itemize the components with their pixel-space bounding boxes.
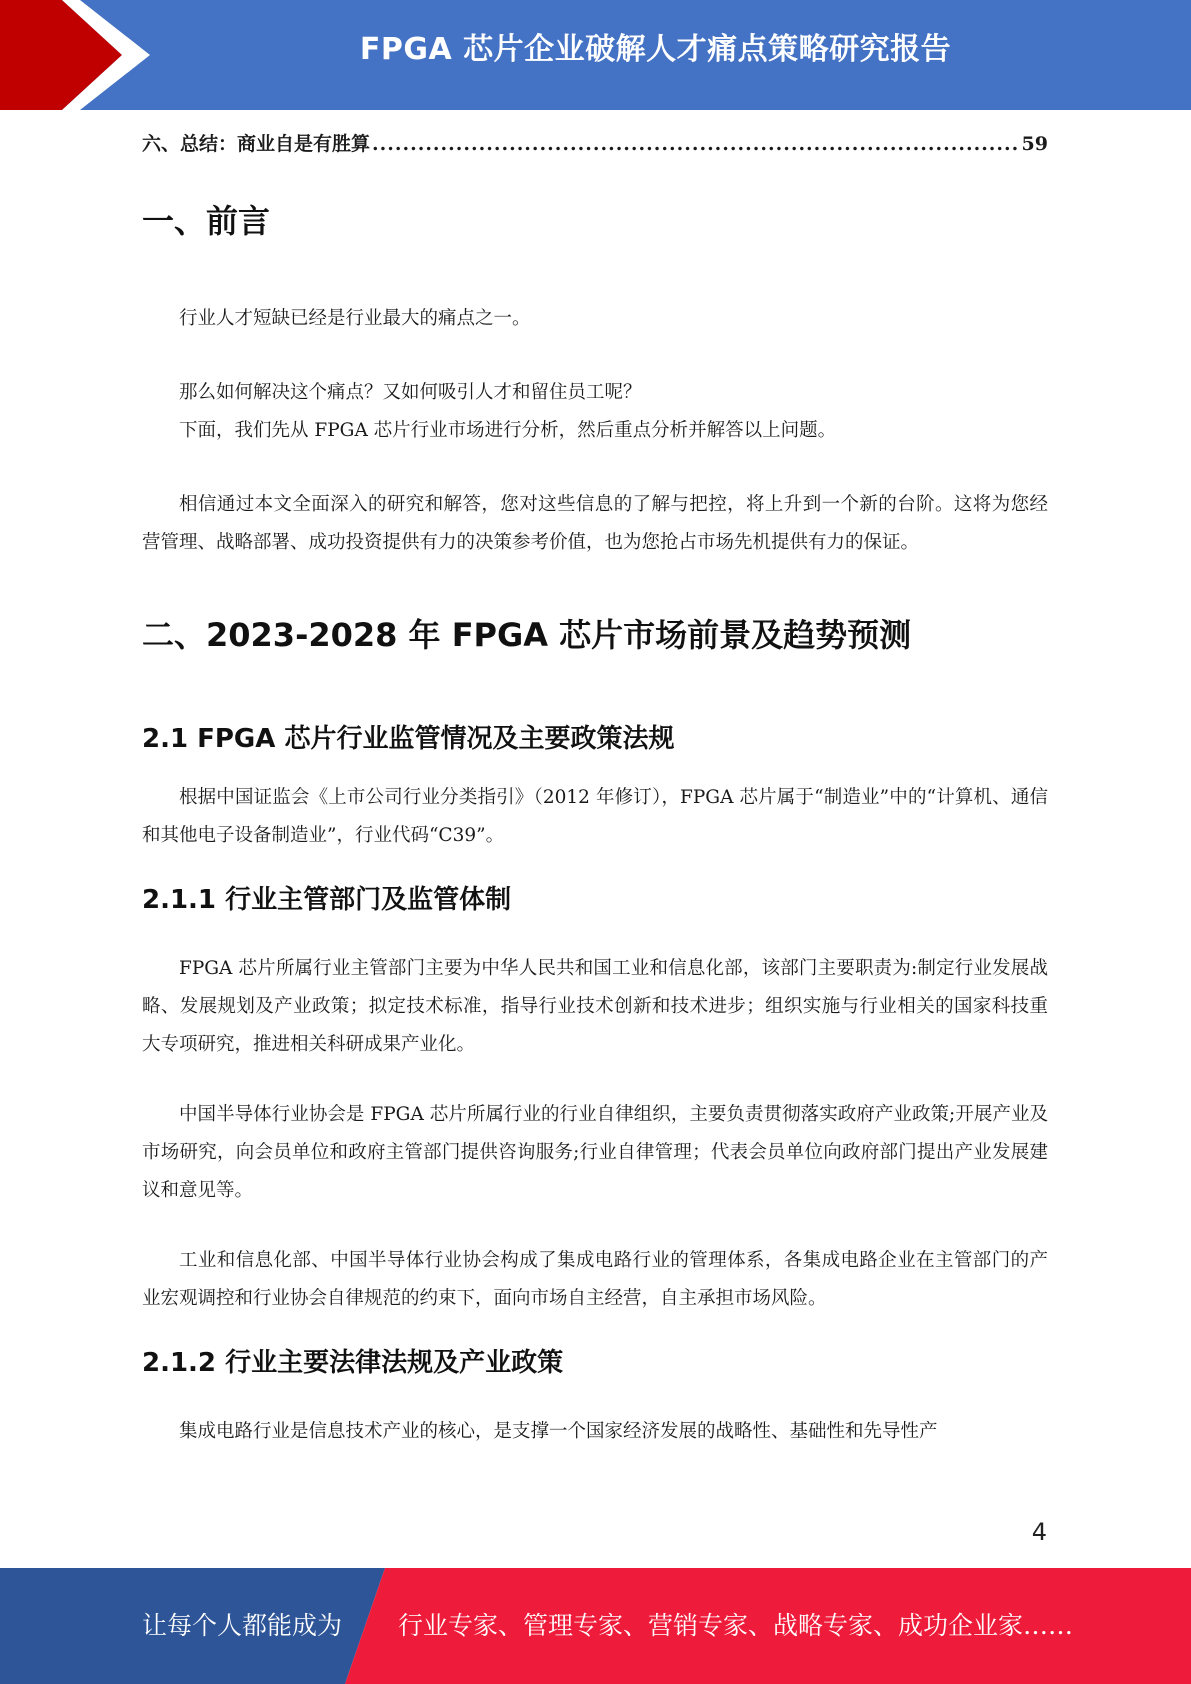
section-heading-intro: 一、前言 bbox=[142, 202, 271, 240]
subsection-heading-2-1-2: 2.1.2 行业主要法律法规及产业政策 bbox=[142, 1348, 564, 1378]
intro-paragraph-2: 那么如何解决这个痛点？又如何吸引人才和留住员工呢？ bbox=[179, 382, 642, 403]
page-number: 4 bbox=[1031, 1518, 1047, 1546]
footer-slogan-right: 行业专家、管理专家、营销专家、战略专家、成功企业家…… bbox=[398, 1611, 1074, 1640]
toc-leader-dots bbox=[372, 118, 1020, 170]
toc-entry-page: 59 bbox=[1021, 133, 1048, 155]
subsection-heading-2-1-1: 2.1.1 行业主管部门及监管体制 bbox=[142, 885, 512, 915]
intro-paragraph-1: 行业人才短缺已经是行业最大的痛点之一。 bbox=[179, 308, 531, 329]
page-footer bbox=[0, 1568, 1191, 1684]
intro-paragraph-4: 相信通过本文全面深入的研究和解答，您对这些信息的了解与把控，将上升到一个新的台阶。这将为您经营管理、战略部署、成功投资提供有力的决策参考价值，也为您抢占市场先机提供有力的保证。 bbox=[142, 494, 1048, 553]
report-title: FPGA 芯片企业破解人才痛点策略研究报告 bbox=[359, 32, 952, 67]
section-2-1-2-paragraph-1: 集成电路行业是信息技术产业的核心，是支撑一个国家经济发展的战略性、基础性和先导性产 bbox=[179, 1421, 938, 1442]
toc-entry[interactable] bbox=[142, 118, 1048, 170]
section-heading-forecast: 二、2023-2028 年 FPGA 芯片市场前景及趋势预测 bbox=[142, 616, 912, 654]
page-content bbox=[142, 118, 1048, 1451]
section-2-1-1-paragraph-3: 工业和信息化部、中国半导体行业协会构成了集成电路行业的管理体系，各集成电路企业在主管部门的产业宏观调控和行业协会自律规范的约束下，面向市场自主经营，自主承担市场风险。 bbox=[142, 1250, 1048, 1309]
section-2-1-paragraph-1: 根据中国证监会《上市公司行业分类指引》（2012 年修订），FPGA 芯片属于“制造业”中的“计算机、通信和其他电子设备制造业”，行业代码“C39”。 bbox=[142, 787, 1048, 846]
section-2-1-1-paragraph-1: FPGA 芯片所属行业主管部门主要为中华人民共和国工业和信息化部，该部门主要职责为:制定行业发展战略、发展规划及产业政策；拟定技术标准，指导行业技术创新和技术进步；组织实施与行业相关的国家科技重大专项研究，推进相关科研成果产业化。 bbox=[142, 958, 1048, 1055]
toc-entry-title: 六、总结：商业自是有胜算 bbox=[142, 133, 371, 155]
section-2-1-1-paragraph-2: 中国半导体行业协会是 FPGA 芯片所属行业的行业自律组织，主要负责贯彻落实政府产业政策;开展产业及市场研究，向会员单位和政府主管部门提供咨询服务;行业自律管理；代表会员单位向政府部门提出产业发展建议和意见等。 bbox=[142, 1104, 1048, 1201]
intro-paragraph-3: 下面，我们先从 FPGA 芯片行业市场进行分析，然后重点分析并解答以上问题。 bbox=[179, 420, 837, 441]
page-header bbox=[0, 0, 1191, 110]
footer-slogan-left: 让每个人都能成为 bbox=[142, 1611, 343, 1640]
subsection-heading-2-1: 2.1 FPGA 芯片行业监管情况及主要政策法规 bbox=[142, 724, 675, 754]
header-chevron-icon bbox=[0, 0, 160, 110]
